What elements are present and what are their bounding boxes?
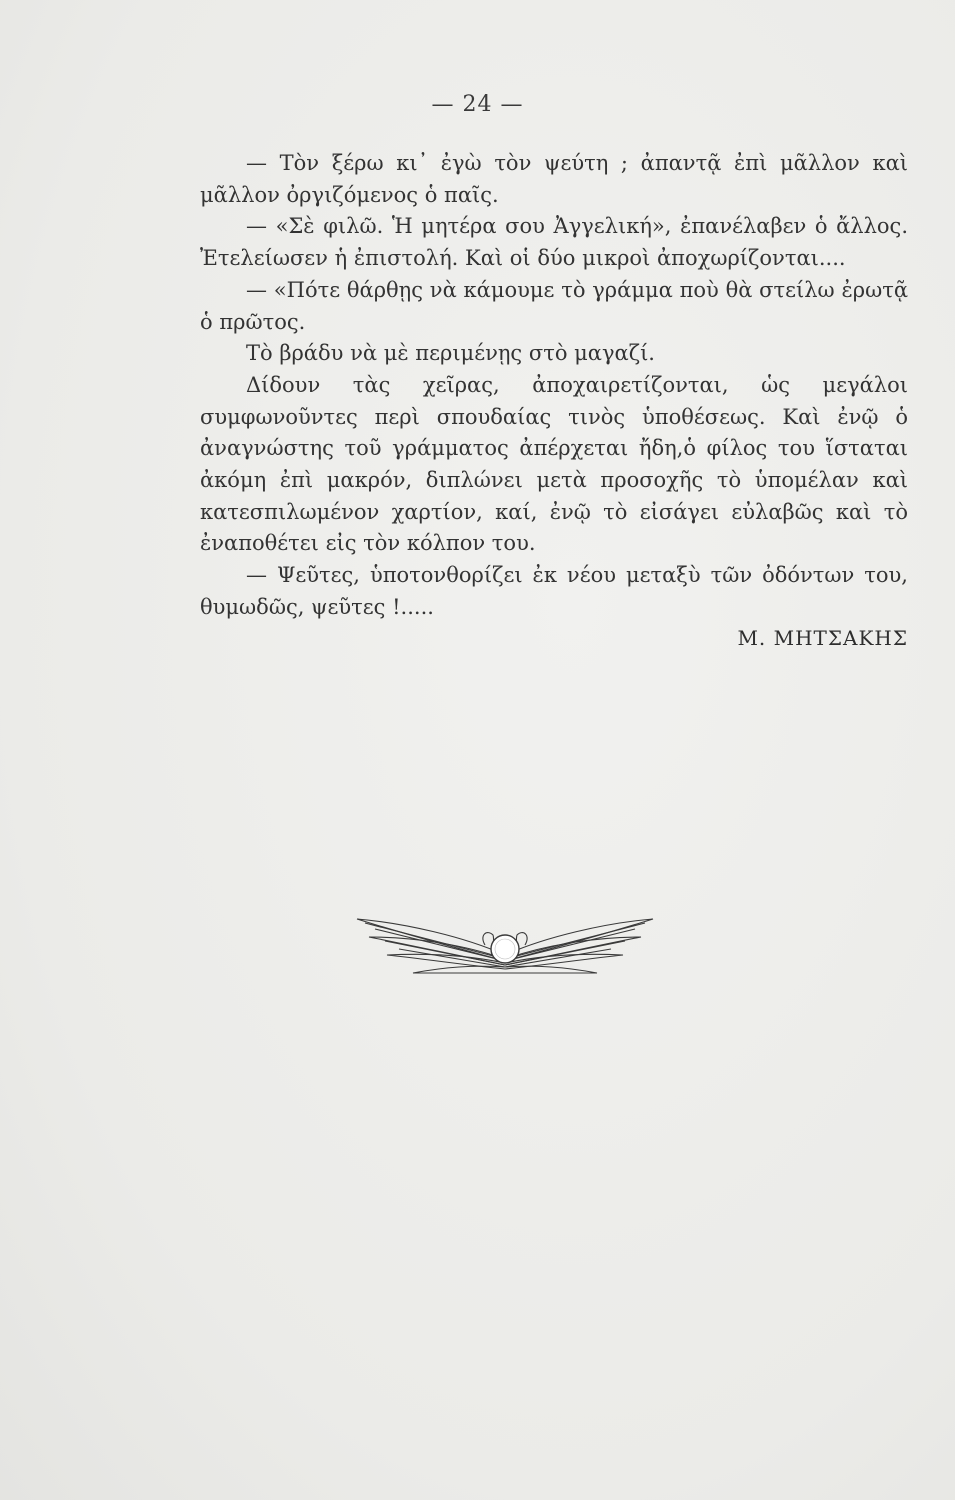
page-number: — 24 — [431, 92, 524, 117]
paragraph: — Ψεῦτες, ὑποτονθορίζει ἐκ νέου μεταξὺ τῶν ὀδόντων του, θυμωδῶς, ψεῦτες !..... [200, 563, 908, 619]
winged-sun-disk-icon [355, 915, 655, 995]
body-text [200, 148, 908, 624]
paragraph: — Τὸν ξέρω κι᾽ ἐγὼ τὸν ψεύτη ; ἀπαντᾷ ἐπὶ μᾶλλον καὶ μᾶλλον ὀργιζόμενος ὁ παῖς. [200, 151, 908, 207]
paragraph: Τὸ βράδυ νὰ μὲ περιμένῃς στὸ μαγαζί. [246, 341, 655, 366]
paragraph: — «Σὲ φιλῶ. Ἡ μητέρα σου Ἀγγελική», ἐπανέλαβεν ὁ ἄλλος. Ἐτελείωσεν ἡ ἐπιστολή. Καὶ οἱ δύο μικροὶ ἀποχωρίζονται.... [200, 214, 908, 271]
paragraph: Δίδουν τὰς χεῖρας, ἀποχαιρετίζονται, ὡς μεγάλοι συμφωνοῦντες περὶ σπουδαίας τινὸς ὑποθέσεως. Καὶ ἐνῷ ὁ ἀναγνώστης τοῦ γράμματος ἀπέρχεται ἤδη,ὁ φίλος του ἵσταται ἀκόμη ἐπὶ μακρόν, διπλώνει μετὰ προσοχῆς τὸ ὑπομέλαν καὶ κατεσπιλωμένον χαρτίον, καί, ἐνῷ τὸ εἰσάγει εὐλαβῶς καὶ τὸ ἐναποθέτει εἰς τὸν κόλπον του. [200, 372, 908, 556]
author-signature: Μ. ΜΗΤΣΑΚΗΣ [737, 626, 908, 650]
paragraph: — «Πότε θάρθῃς νὰ κάμουμε τὸ γράμμα ποὺ θὰ στείλω ἐρωτᾷ ὁ πρῶτος. [200, 277, 908, 334]
